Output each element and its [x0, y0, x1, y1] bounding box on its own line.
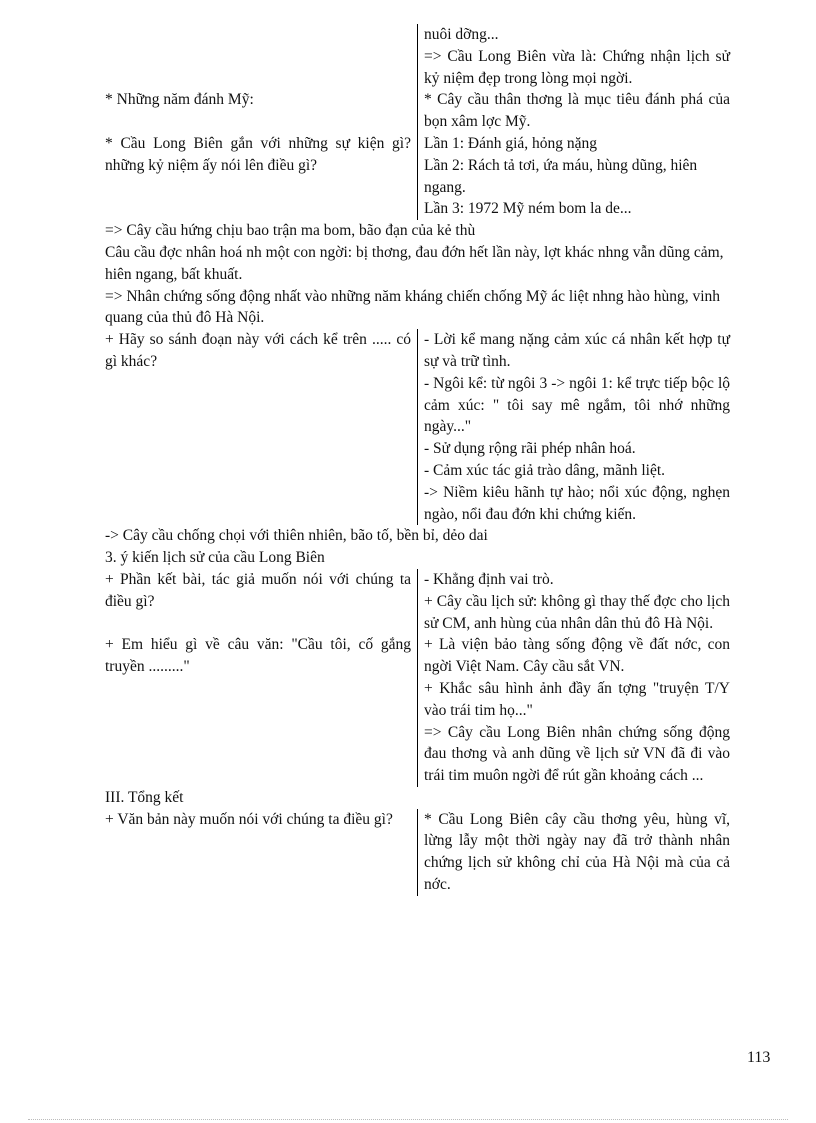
answer-text: => Cây cầu Long Biên nhân chứng sống động đau thơng và anh dũng về lịch sử VN đã đi vào trái tim muôn ngời để rút gần khoảng cách ... — [424, 723, 730, 785]
question-cell — [105, 24, 417, 89]
answer-text: -> Niềm kiêu hãnh tự hào; nổi xúc động, nghẹn ngào, nổi đau đớn khi chứng kiến. — [424, 483, 730, 523]
question-text: * Cầu Long Biên gắn với những sự kiện gì? những kỷ niệm ấy nói lên điều gì? — [105, 134, 411, 174]
page-content — [105, 24, 730, 896]
answer-text: * Cầu Long Biên cây cầu thơng yêu, hùng vĩ, lừng lẫy một thời ngày nay đã trở thành nhân chứng lịch sử không chỉ của Hà Nội mà của cả nớc. — [424, 810, 730, 894]
paragraph-block-2 — [105, 525, 730, 569]
body-text: => Cây cầu hứng chịu bao trận ma bom, bão đạn của kẻ thù — [105, 222, 476, 240]
answer-text: => Cầu Long Biên vừa là: Chứng nhận lịch sử kỷ niệm đẹp trong lòng mọi ngời. — [424, 47, 730, 87]
question-cell — [105, 569, 417, 634]
body-text: => Nhân chứng sống động nhất vào những năm kháng chiến chống Mỹ ác liệt nhng hào hùng, vinh quang của thủ đô Hà Nội. — [105, 287, 720, 327]
answer-text: - Sử dụng rộng rãi phép nhân hoá. — [424, 440, 636, 458]
section-heading: III. Tổng kết — [105, 788, 184, 806]
footer-divider — [28, 1119, 788, 1120]
answer-cell — [417, 89, 730, 133]
paragraph-block-1 — [105, 220, 730, 329]
answer-text: - Lời kể mang nặng cảm xúc cá nhân kết hợp tự sự và trữ tình. — [424, 331, 730, 370]
question-text: + Em hiểu gì về câu văn: "Cầu tôi, cố gắng truyền ........." — [105, 636, 411, 676]
answer-cell — [417, 569, 730, 634]
question-text: + Phần kết bài, tác giả muốn nói với chúng ta điều gì? — [105, 570, 411, 610]
question-cell — [105, 89, 417, 133]
page-number: 113 — [747, 1049, 771, 1066]
question-cell — [105, 133, 417, 220]
answer-cell — [417, 329, 730, 525]
table-row-4 — [105, 329, 730, 525]
answer-text: Lần 2: Rách tả tơi, ứa máu, hùng dũng, hiên ngang. — [424, 156, 698, 196]
question-cell — [105, 329, 417, 525]
body-text: Câu cầu đợc nhân hoá nh một con ngời: bị thơng, đau đớn hết lần này, lợt khác nhng vẫn dũng cảm, hiên ngang, bất khuất. — [105, 243, 724, 283]
answer-text: + Khắc sâu hình ảnh đầy ấn tợng "truyện T/Y vào trái tim họ..." — [424, 679, 730, 719]
question-text: * Những năm đánh Mỹ: — [105, 91, 254, 109]
answer-text: Lần 1: Đánh giá, hỏng nặng — [424, 134, 598, 152]
answer-text: nuôi dỡng... — [424, 26, 499, 43]
answer-text: - Khẳng định vai trò. — [424, 570, 554, 588]
answer-text: - Ngôi kể: từ ngôi 3 -> ngôi 1: kể trực tiếp bộc lộ cảm xúc: " tôi say mê ngắm, tôi nhớ những ngày..." — [424, 374, 730, 436]
answer-text: - Cảm xúc tác giả trào dâng, mãnh liệt. — [424, 461, 666, 479]
body-text: -> Cây cầu chống chọi với thiên nhiên, bão tố, bền bỉ, dẻo dai — [105, 527, 488, 545]
answer-text: + Cây cầu lịch sử: không gì thay thế đợc cho lịch sử CM, anh hùng của nhân dân thủ đô Hà Nội. — [424, 592, 730, 632]
answer-text: Lần 3: 1972 Mỹ ném bom la de... — [424, 200, 632, 218]
answer-cell — [417, 133, 730, 220]
table-row-3 — [105, 133, 730, 220]
table-row-2 — [105, 89, 730, 133]
answer-cell — [417, 809, 730, 896]
answer-text: + Là viện bảo tàng sống động về đất nớc, con ngời Việt Nam. Cây cầu sắt VN. — [424, 636, 730, 676]
paragraph-block-3 — [105, 787, 730, 809]
answer-cell — [417, 634, 730, 787]
question-cell — [105, 809, 417, 896]
table-row-1 — [105, 24, 730, 89]
answer-text: * Cây cầu thân thơng là mục tiêu đánh phá của bọn xâm lợc Mỹ. — [424, 91, 730, 131]
question-text: + Văn bản này muốn nói với chúng ta điều gì? — [105, 810, 393, 828]
section-heading: 3. ý kiến lịch sử của cầu Long Biên — [105, 549, 325, 567]
answer-cell — [417, 24, 730, 89]
table-row-7 — [105, 809, 730, 896]
question-cell — [105, 634, 417, 787]
question-text: + Hãy so sánh đoạn này với cách kể trên ..... có gì khác? — [105, 331, 411, 370]
table-row-5 — [105, 569, 730, 634]
table-row-6 — [105, 634, 730, 787]
